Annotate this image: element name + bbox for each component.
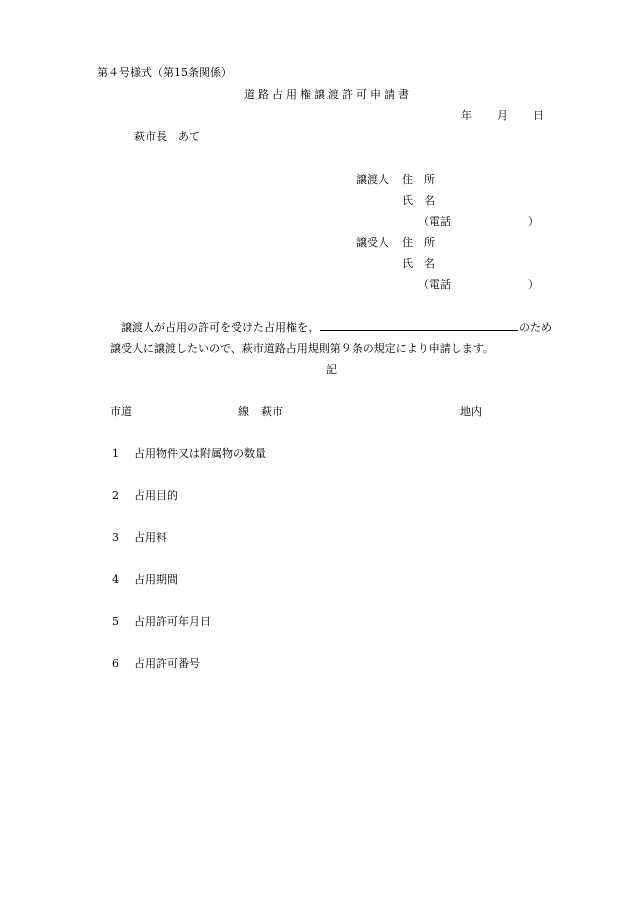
body-line-1-before: 譲渡人が占用の許可を受けた占用権を、 — [121, 321, 319, 334]
body-line-1 — [121, 320, 552, 335]
transferor-role: 譲渡人 — [356, 173, 389, 186]
list-item — [112, 657, 200, 671]
transferee-address-label: 住 所 — [402, 236, 435, 249]
road-suffix: 地内 — [460, 405, 482, 418]
list-item — [112, 489, 178, 503]
purpose-blank-line — [320, 320, 518, 331]
body-line-2: 譲受人に譲渡したいので、萩市道路占用規則第９条の規定により申請します。 — [110, 342, 494, 355]
road-city: 萩市 — [261, 405, 283, 418]
body-line-1-after: のため — [519, 321, 552, 334]
item-label: 占用期間 — [134, 573, 178, 586]
transferee-phone-label: （電話 — [418, 278, 451, 291]
item-number: 4 — [112, 573, 119, 586]
transferee-phone-close: ） — [528, 278, 539, 291]
transferor-name-label: 氏 名 — [402, 194, 435, 207]
form-label: 第４号様式（第15条関係） — [97, 66, 232, 79]
ki-heading: 記 — [326, 363, 337, 376]
addressee: 萩市長 あて — [134, 130, 200, 143]
item-number: 1 — [112, 447, 119, 460]
list-item — [112, 531, 167, 545]
list-item — [112, 573, 178, 587]
item-number: 5 — [112, 615, 119, 628]
document-title: 道路占用権譲渡許可申請書 — [244, 88, 412, 101]
date-month: 月 — [497, 109, 508, 122]
item-number: 6 — [112, 657, 119, 670]
road-line-label: 線 — [238, 405, 249, 418]
transferor-phone-label: （電話 — [418, 215, 451, 228]
item-label: 占用許可年月日 — [134, 615, 211, 628]
list-item — [112, 615, 211, 629]
list-item — [112, 447, 266, 461]
item-label: 占用目的 — [134, 489, 178, 502]
item-number: 2 — [112, 489, 119, 502]
item-label: 占用物件又は附属物の数量 — [134, 447, 266, 460]
transferee-name-label: 氏 名 — [402, 257, 435, 270]
item-number: 3 — [112, 531, 119, 544]
transferor-phone-close: ） — [528, 215, 539, 228]
transferee-role: 譲受人 — [356, 236, 389, 249]
road-prefix: 市道 — [110, 405, 132, 418]
item-label: 占用許可番号 — [134, 657, 200, 670]
date-year: 年 — [461, 109, 472, 122]
item-label: 占用料 — [134, 531, 167, 544]
date-day: 日 — [533, 109, 544, 122]
transferor-address-label: 住 所 — [402, 173, 435, 186]
